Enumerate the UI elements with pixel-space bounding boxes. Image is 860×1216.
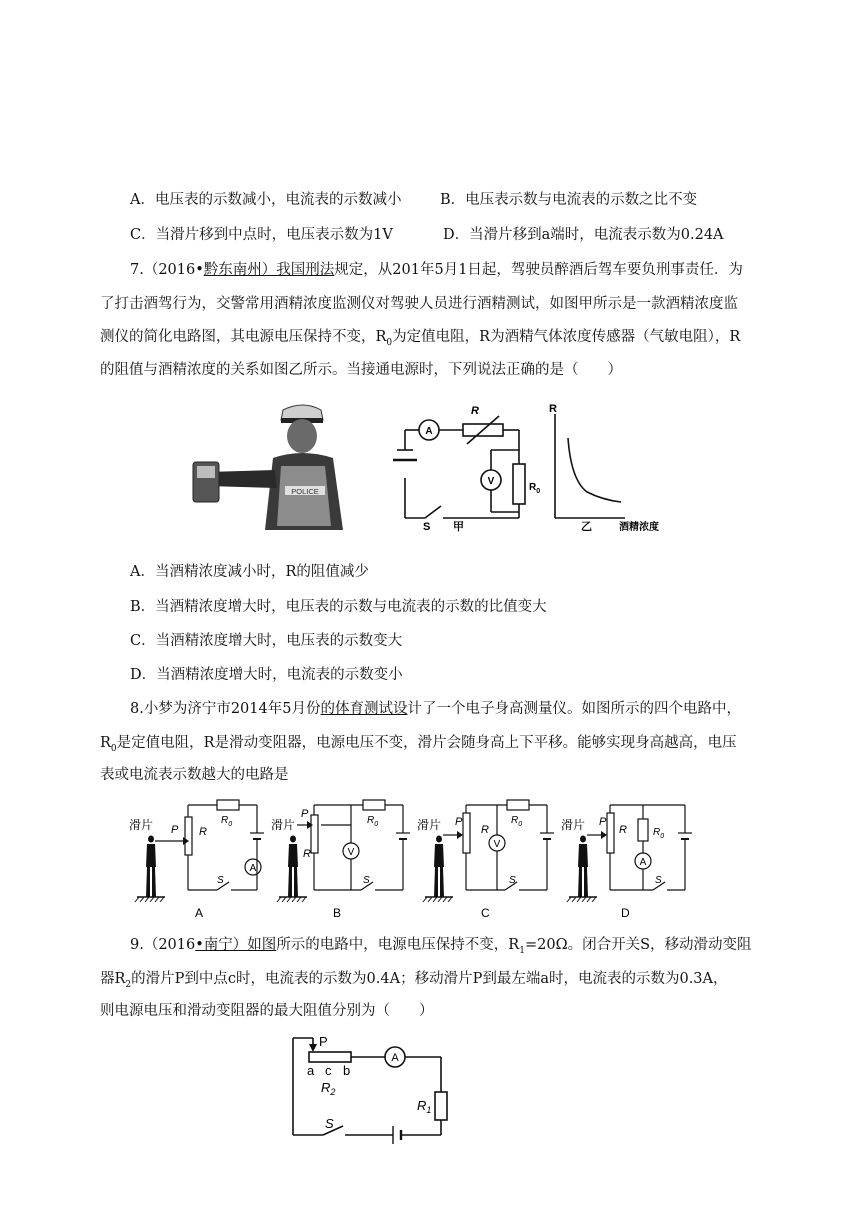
svg-text:A: A bbox=[639, 857, 647, 868]
svg-text:R: R bbox=[471, 405, 479, 417]
svg-text:V: V bbox=[347, 847, 355, 858]
svg-text:R: R bbox=[199, 826, 207, 838]
svg-text:S: S bbox=[325, 1116, 334, 1131]
q9-stem-line-3: 则电源电压和滑动变阻器的最大阻值分别为（ ） bbox=[100, 1003, 434, 1019]
svg-text:V: V bbox=[493, 839, 501, 850]
q8-figure bbox=[125, 795, 715, 923]
svg-text:R0: $R_0$ bbox=[221, 815, 233, 828]
q6-option-c: C．当滑片移到中点时，电压表示数为1V bbox=[130, 227, 393, 243]
q8-label-d: D bbox=[621, 906, 630, 920]
svg-text:A: A bbox=[391, 1052, 399, 1064]
q7-graph-x-label: 酒精浓度 bbox=[619, 522, 659, 533]
svg-text:c: c bbox=[325, 1063, 332, 1078]
policeman-photo bbox=[185, 400, 345, 530]
q7-switch-label: S bbox=[423, 521, 431, 533]
svg-text:滑片: 滑片 bbox=[129, 818, 154, 832]
svg-text:P: P bbox=[171, 824, 179, 836]
svg-text:R1: $R_1$ bbox=[417, 1098, 432, 1115]
q7-voltmeter-label: V bbox=[487, 476, 495, 487]
q7-option-c: C．当酒精浓度增大时，电压表的示数变大 bbox=[130, 633, 403, 649]
q6-option-b: B．电压表示数与电流表的示数之比不变 bbox=[440, 192, 698, 208]
q7-stem-line-2: 了打击酒驾行为，交警常用酒精浓度监测仪对驾驶人员进行酒精测试，如图甲所示是一款酒精浓度监 bbox=[100, 296, 738, 312]
svg-text:S: S bbox=[363, 875, 370, 886]
q8-circuit-d bbox=[561, 805, 692, 920]
svg-text:S: S bbox=[509, 875, 516, 886]
svg-text:POLICE: POLICE bbox=[291, 487, 319, 496]
svg-text:R: R bbox=[549, 403, 557, 415]
svg-text:R0: $R_0$ bbox=[653, 827, 665, 840]
svg-text:R2: $R_2$ bbox=[321, 1080, 336, 1097]
q9-stem-line-2: 器$R_2$的滑片P到中点c时，电流表的示数为0.4A；移动滑片P到最左端a时，电流表的示数为0.3A， bbox=[100, 971, 728, 990]
svg-text:R0: $R_0$ bbox=[367, 815, 379, 828]
q8-stem-line-3: 表或电流表示数越大的电路是 bbox=[100, 767, 289, 783]
svg-text:P: P bbox=[455, 816, 463, 828]
q8-label-a: A bbox=[195, 906, 204, 920]
q7-figure bbox=[185, 400, 675, 535]
q7-stem-line-4: 的阻值与酒精浓度的关系如图乙所示。当接通电源时，下列说法正确的是（ ） bbox=[100, 362, 622, 378]
q7-circuit-jia bbox=[393, 405, 540, 533]
svg-text:P: P bbox=[301, 808, 309, 820]
q8-stem-line-1: 8.小梦为济宁市2014年5月份的体育测试设计了一个电子身高测量仪。如图所示的四个电路中， bbox=[130, 701, 741, 717]
svg-text:a: a bbox=[307, 1063, 315, 1078]
q8-circuit-c bbox=[417, 800, 554, 920]
q7-ammeter-label: A bbox=[425, 426, 433, 437]
q7-option-a: A．当酒精浓度减小时，R的阻值减少 bbox=[130, 564, 369, 580]
svg-text:A: A bbox=[249, 863, 257, 874]
q9-source-link: •南宁）如图 bbox=[195, 937, 277, 953]
q7-option-b: B．当酒精浓度增大时，电压表的示数与电流表的示数的比值变大 bbox=[130, 599, 547, 615]
svg-text:滑片: 滑片 bbox=[561, 818, 586, 832]
svg-text:R: R bbox=[619, 824, 627, 836]
q7-yi-label: 乙 bbox=[581, 521, 592, 533]
q9-stem-line-1: 9.（2016•南宁）如图所示的电路中，电源电压保持不变，$R_1=20\Omega$。闭合开关S，移动滑动变阻 bbox=[130, 937, 752, 956]
svg-text:滑片: 滑片 bbox=[417, 818, 442, 832]
q8-label-b: B bbox=[333, 906, 342, 920]
q6-option-d: D．当滑片移到a端时，电流表示数为0.24A bbox=[443, 227, 724, 243]
svg-text:P: P bbox=[599, 816, 607, 828]
q7-graph-yi bbox=[549, 403, 659, 533]
svg-text:R: R bbox=[481, 824, 489, 836]
q7-r0-label: $R_0$ bbox=[529, 482, 541, 495]
svg-text:S: S bbox=[655, 875, 662, 886]
svg-text:滑片: 滑片 bbox=[271, 818, 296, 832]
q7-stem-line-3: 测仪的简化电路图，其电源电压保持不变，$R_0$为定值电阻，R为酒精气体浓度传感器（气敏电阻），R bbox=[100, 329, 741, 348]
svg-text:R: R bbox=[303, 848, 311, 860]
q8-stem-line-2: $R_0$是定值电阻，R是滑动变阻器，电源电压不变，滑片会随身高上下平移。能够实现身高越高，电压 bbox=[100, 735, 737, 754]
svg-text:R0: $R_0$ bbox=[511, 815, 523, 828]
q7-stem-line-1: 7.（2016•黔东南州）我国刑法规定，从201年5月1日起，驾驶员醉酒后驾车要负刑事责任．为 bbox=[130, 262, 743, 278]
q8-label-c: C bbox=[481, 906, 490, 920]
q7-jia-label: 甲 bbox=[453, 521, 464, 533]
svg-text:S: S bbox=[217, 875, 224, 886]
q8-circuit-b bbox=[271, 800, 410, 920]
q6-option-a: A．电压表的示数减小，电流表的示数减小 bbox=[130, 192, 402, 208]
q7-option-d: D．当酒精浓度增大时，电流表的示数变小 bbox=[130, 667, 403, 683]
svg-text:P: P bbox=[319, 1034, 328, 1049]
q8-circuit-a bbox=[129, 800, 264, 920]
q7-source-link: 黔东南州）我国刑法 bbox=[203, 262, 335, 278]
svg-text:b: b bbox=[343, 1063, 351, 1078]
q9-figure bbox=[285, 1030, 465, 1145]
